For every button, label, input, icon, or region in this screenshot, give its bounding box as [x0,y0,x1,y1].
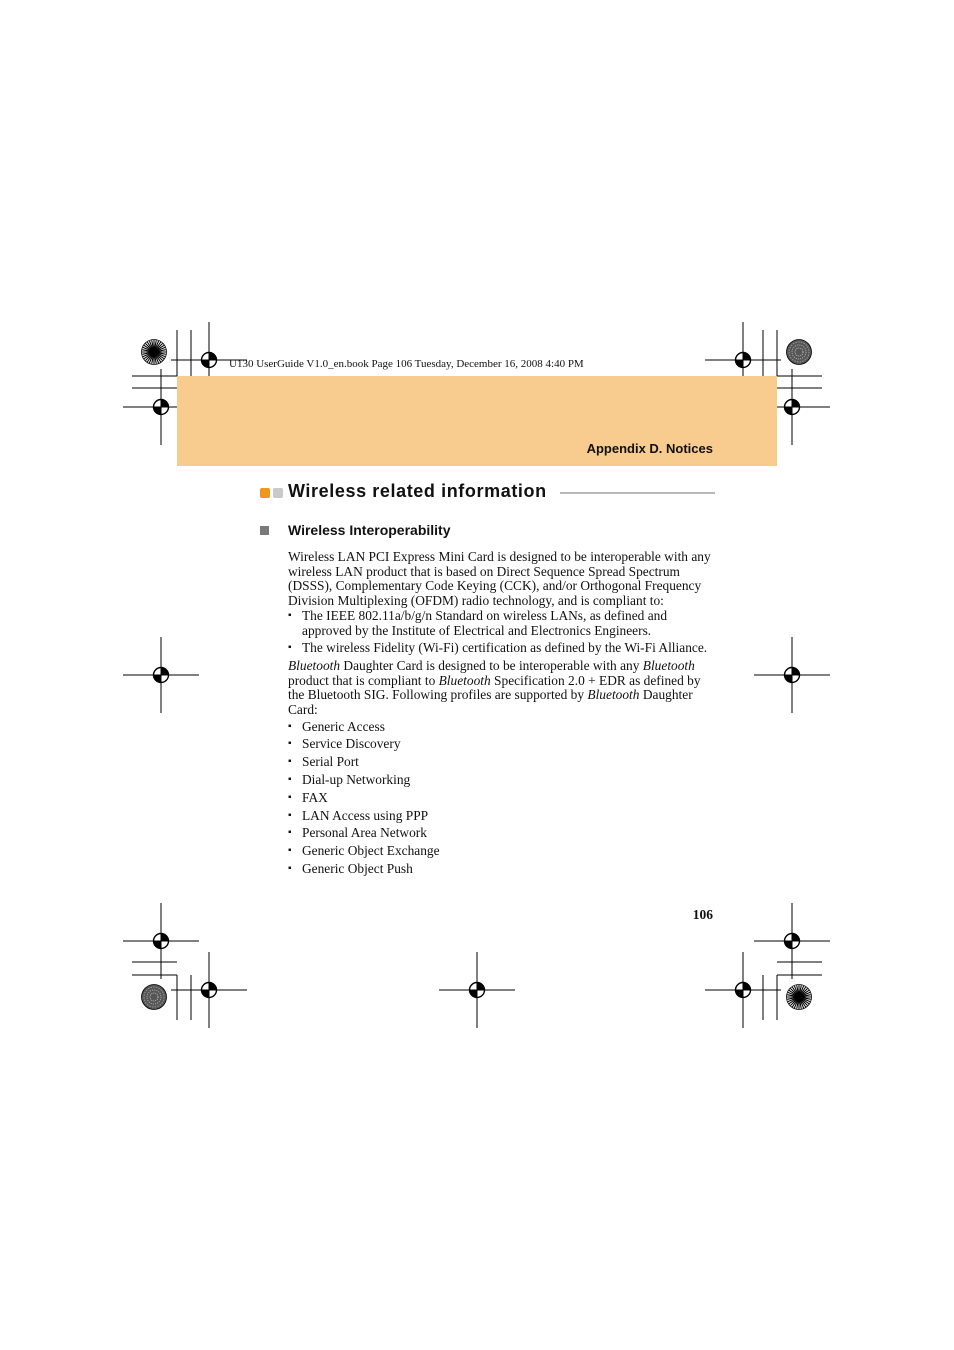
text-segment: product that is compliant to [288,672,439,688]
list-item: ▪ Generic Object Exchange [288,844,718,862]
heading-gray-square-icon [273,488,283,498]
paragraph-bluetooth [288,659,718,717]
heading-orange-square-icon [260,488,270,498]
page-number: 106 [692,907,713,922]
list-item: ▪ FAX [288,791,718,809]
body-text [288,550,718,880]
file-info-slug: U130 UserGuide V1.0_en.book Page 106 Tuesday, December 16, 2008 4:40 PM [229,358,584,370]
section-title: Wireless related information [288,481,547,501]
running-header: Appendix D. Notices [586,441,713,456]
paragraph-wlan: Wireless LAN PCI Express Mini Card is designed to be interoperable with any wireless LAN product that is based on Direct Sequence Spread Spectrum (DSSS), Complementary Code Keying (CCK), and/or Orthogonal Frequency Division Multiplexing (OFDM) radio technology, and is compliant to: [288,549,711,608]
text-segment: Daughter Card is designed to be interoperable with any [340,658,643,674]
list-item: ▪ Service Discovery [288,737,718,755]
list-item: ▪ Personal Area Network [288,826,718,844]
list-item: ▪ Dial-up Networking [288,773,718,791]
title-rule [560,492,715,494]
text-segment: Daughter Card: [288,687,693,717]
list-item: ▪ Generic Object Push [288,862,718,880]
list-item: ▪ The IEEE 802.11a/b/g/n Standard on wireless LANs, as defined and approved by the Institute of Electrical and Electronics Engineers. [288,609,718,638]
list-item: ▪ LAN Access using PPP [288,809,718,827]
list-item: ▪ The wireless Fidelity (Wi-Fi) certification as defined by the Wi-Fi Alliance. [288,641,718,656]
bluetooth-word: Bluetooth [288,658,341,674]
list-item: ▪ Serial Port [288,755,718,773]
bluetooth-word: Bluetooth [438,672,491,688]
compliance-list [288,609,718,655]
bluetooth-word: Bluetooth [587,687,640,703]
list-item: ▪ Generic Access [288,720,718,738]
bluetooth-word: Bluetooth [642,658,695,674]
profile-list [288,720,718,880]
subheading-square-bullet-icon [260,526,269,535]
subsection-title: Wireless Interoperability [288,522,451,538]
text-segment: Specification 2.0 + EDR as defined by the Bluetooth SIG. Following profiles are supported by [288,672,701,703]
